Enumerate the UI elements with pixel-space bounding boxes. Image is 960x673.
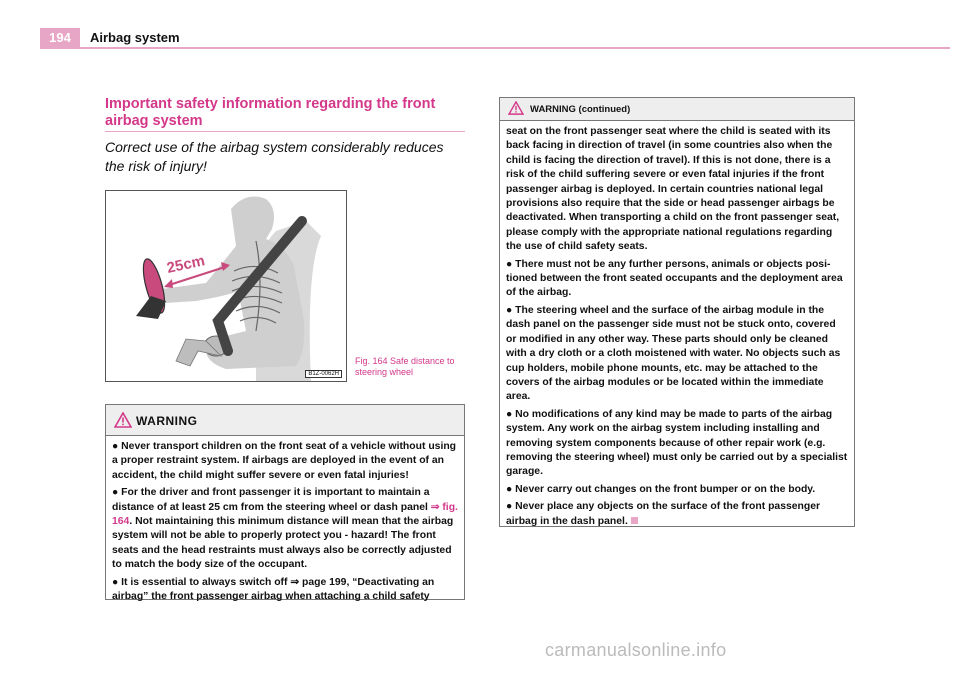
warning-continued-box: [499, 97, 855, 527]
warning-continued-header: [500, 98, 854, 121]
warning-box: [105, 404, 465, 603]
section-title: Important safety information regarding the front airbag system: [105, 96, 436, 129]
page-number: 194: [40, 28, 80, 48]
end-mark-icon: [631, 517, 638, 524]
figure-caption: Fig. 164 Safe distance to steering wheel: [355, 356, 455, 377]
figure-illustration: [105, 190, 347, 382]
section-rule: [105, 131, 465, 132]
warning-continued-body: [500, 121, 854, 529]
page-reference-link[interactable]: ⇒ page 199, “Deactivating an airbag”: [112, 576, 435, 603]
warning-cont-item-4: ● Never carry out changes on the front bumper or on the body.: [506, 483, 816, 495]
warning-item-2: ● For the driver and front passenger it is important to maintain a distance of at least 25 cm from the steering wheel or dash panel ⇒ fig. 164. Not maintaining this minimum distance will mean that the airbag system will not be able to properly protect you - hazard! The front seats and the head restraints must always also be correctly adjusted to match the body size of the occupant.: [112, 487, 458, 571]
warning-triangle-icon: [114, 412, 132, 428]
warning-continued-title: WARNING (continued): [530, 104, 631, 115]
section-lead: Correct use of the airbag system considerably reduces the risk of injury!: [105, 139, 444, 174]
warning-item-3: ● It is essential to always switch off ⇒ page 199, “Deactivating an airbag” the front passenger airbag when attaching a child safety: [112, 576, 435, 603]
warning-cont-item-2: ● The steering wheel and the surface of the airbag module in the dash panel on the passenger side must not be stuck onto, covered or modified in any other way. These parts should only be cleaned with a dry cloth or a cloth moistened with water. No objects such as cup holders, mobile phone mounts, etc. may be attached to the covers of the airbag modules or be located within the immediate area.: [506, 304, 841, 403]
watermark: carmanualsonline.info: [545, 640, 727, 660]
warning-cont-item-1: ● There must not be any further persons, animals or objects posi-tioned between the front seated occupants and the deployment area of the airbag.: [506, 258, 843, 299]
warning-cont-item-0: seat on the front passenger seat where the child is seated with its back facing in direction of travel (in some countries also when the child is facing the direction of travel). If this is not done, there is a risk of the child suffering severe or even fatal injuries if the front passenger airbag is deployed. In certain countries national legal provisions also require that the side or head passenger airbags be deactivated. When transporting a child on the front passenger seat, please comply with the appropriate national regulations regarding the use of child safety seats.: [506, 126, 840, 253]
warning-item-1: ● Never transport children on the front seat of a vehicle without using a proper restraint system. If airbags are deployed in the event of an accident, the child might suffer severe or even fatal injuries!: [112, 441, 457, 481]
warning-triangle-icon: [508, 101, 524, 115]
distance-label: 25cm: [165, 252, 207, 277]
seated-skeleton-illustration: [106, 191, 346, 381]
header-rule: [40, 47, 950, 49]
warning-body: [106, 436, 464, 604]
warning-cont-item-3: ● No modifications of any kind may be made to parts of the airbag system. Any work on the airbag system including installing and removing system components because of other repair work (e.g. removing the steering wheel) must only be carried out by a specialist garage.: [506, 408, 848, 478]
warning-header: [106, 405, 464, 436]
warning-title: WARNING: [136, 414, 198, 428]
fig-link[interactable]: ⇒ fig. 164: [112, 501, 458, 528]
header-title: Airbag system: [90, 30, 180, 45]
warning-cont-item-5: ● Never place any objects on the surface of the front passenger airbag in the dash panel.: [506, 501, 821, 527]
page-header: [40, 28, 950, 48]
figure-code: B1Z-0062H: [305, 370, 342, 378]
